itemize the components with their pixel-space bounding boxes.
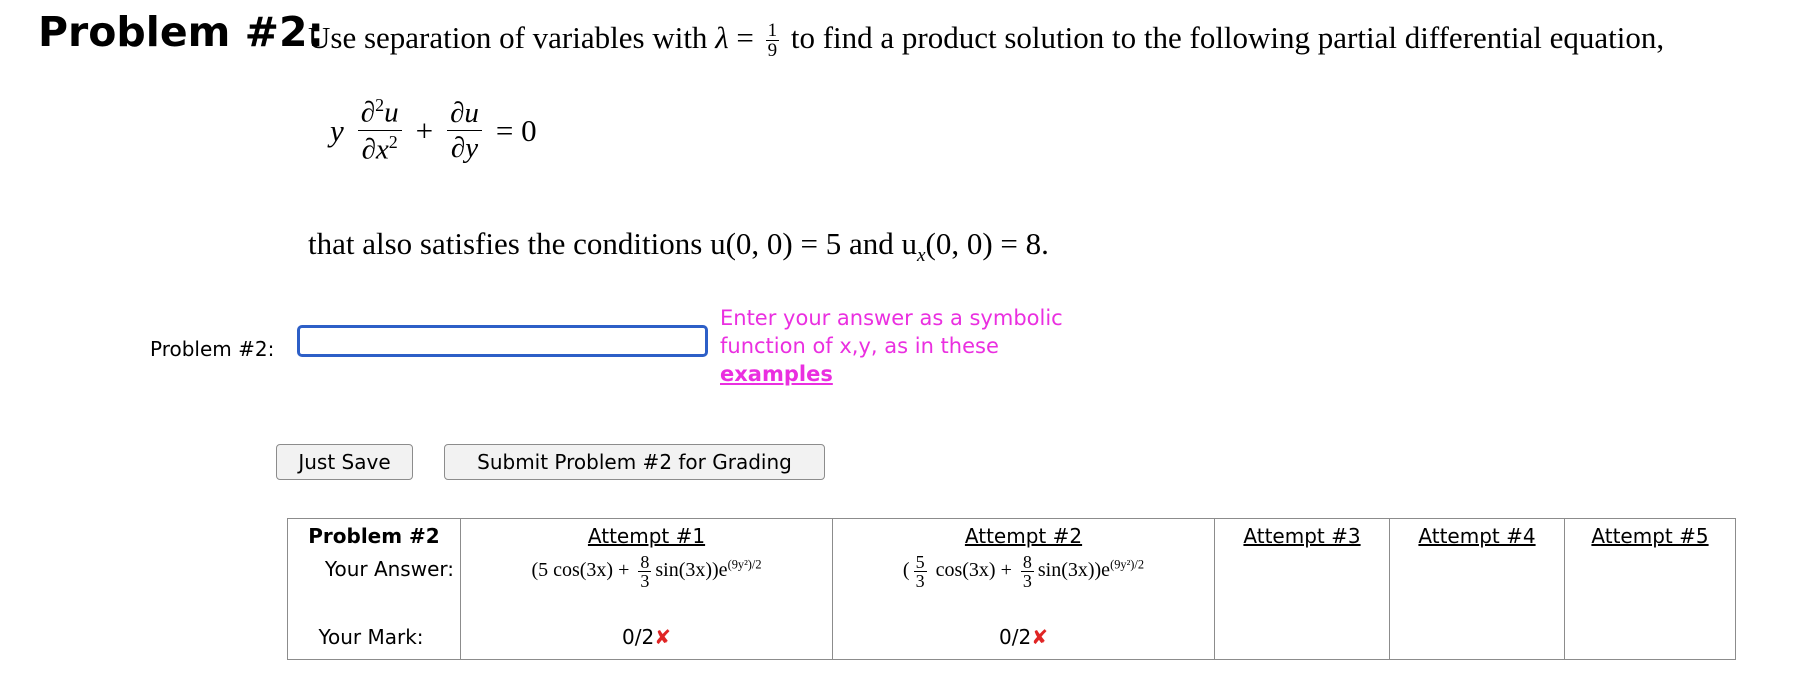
attempt-1-score: 0/2 <box>622 625 655 649</box>
attempt-2-link[interactable]: Attempt #2 <box>964 524 1083 548</box>
lambda-numerator: 1 <box>767 20 778 42</box>
attempt-2-coef-fraction <box>914 553 927 590</box>
attempt-1-exponent: (9y²)/2 <box>727 557 762 572</box>
submit-button[interactable]: Submit Problem #2 for Grading <box>444 444 825 480</box>
attempt-1-link[interactable]: Attempt #1 <box>587 524 706 548</box>
attempt-2-answer-close: sin(3x))e <box>1037 559 1111 582</box>
pde-den-exponent: 2 <box>388 132 398 153</box>
pde-plus: + <box>415 112 434 148</box>
attempt-5-mark <box>1565 615 1736 660</box>
pde-den-variable: ∂x <box>361 133 389 166</box>
attempt-1-answer-open: (5 cos(3x) + <box>531 559 630 582</box>
attempt-2-answer-open: ( <box>902 559 910 582</box>
attempt-1-frac-den: 3 <box>640 571 650 591</box>
answer-label: Problem #2: <box>150 337 275 361</box>
attempt-3-link[interactable]: Attempt #3 <box>1243 524 1361 548</box>
attempts-table <box>287 518 1736 660</box>
conditions-text <box>308 226 1049 267</box>
conditions-main: that also satisfies the conditions u(0, 0) = 5 and u <box>308 226 917 261</box>
attempt-2-answer <box>833 553 1215 615</box>
attempt-5-header <box>1565 519 1736 554</box>
attempt-2-score: 0/2 <box>999 625 1032 649</box>
pde-num-exponent: 2 <box>375 95 385 115</box>
lambda-symbol: λ <box>715 20 729 55</box>
attempt-2-header <box>833 519 1215 554</box>
attempt-2-exponent: (9y²)/2 <box>1110 557 1145 572</box>
attempt-2-answer-mid: cos(3x) + <box>935 559 1012 582</box>
attempt-1-header <box>461 519 833 554</box>
attempt-4-link[interactable]: Attempt #4 <box>1418 524 1536 548</box>
lambda-denominator: 9 <box>767 40 778 62</box>
problem-title: Problem #2: <box>38 8 324 56</box>
answer-input[interactable] <box>297 325 708 357</box>
attempt-1-mark <box>461 615 833 660</box>
attempt-5-answer <box>1565 553 1736 615</box>
attempt-4-mark <box>1390 615 1565 660</box>
attempt-2-frac-num: 8 <box>1022 552 1032 572</box>
attempt-2-frac-den: 3 <box>1022 571 1032 591</box>
pde-rhs: = 0 <box>495 112 537 148</box>
attempt-4-header <box>1390 519 1565 554</box>
attempt-2-fraction <box>1021 553 1034 590</box>
wrong-x-icon: ✘ <box>1031 625 1048 649</box>
statement-suffix: to find a product solution to the following partial differential equation, <box>790 20 1665 55</box>
attempt-4-answer <box>1390 553 1565 615</box>
attempt-1-answer-close: sin(3x))e <box>655 559 728 582</box>
attempt-3-header <box>1215 519 1390 554</box>
equals-sign: = <box>736 20 754 55</box>
attempt-1-fraction <box>638 553 651 590</box>
examples-link[interactable]: examples <box>720 362 833 386</box>
conditions-end: (0, 0) = 8. <box>925 226 1049 261</box>
attempt-1-frac-num: 8 <box>640 552 650 572</box>
attempt-3-mark <box>1215 615 1390 660</box>
hint-text: Enter your answer as a symbolic function of x,y, as in these <box>720 306 1063 358</box>
your-answer-label: Your Answer: <box>324 557 454 581</box>
pde-coefficient: y <box>330 112 344 148</box>
pde-du: ∂u <box>450 96 479 129</box>
just-save-button[interactable]: Just Save <box>276 444 413 480</box>
attempt-2-coef-num: 5 <box>915 552 925 572</box>
problem-statement <box>308 20 1664 60</box>
attempt-1-answer <box>461 553 833 615</box>
attempt-3-answer <box>1215 553 1390 615</box>
pde-partial-symbol: ∂ <box>360 96 376 129</box>
attempt-2-mark <box>833 615 1215 660</box>
wrong-x-icon: ✘ <box>654 625 671 649</box>
table-header-problem: Problem #2 <box>308 524 440 548</box>
pde-num-variable: u <box>384 96 399 129</box>
attempt-5-link[interactable]: Attempt #5 <box>1591 524 1709 548</box>
attempt-2-coef-den: 3 <box>915 571 925 591</box>
statement-prefix: Use separation of variables with <box>308 20 708 55</box>
pde-equation <box>330 96 537 165</box>
lambda-fraction <box>766 21 780 60</box>
answer-hint <box>720 304 1100 388</box>
your-mark-label: Your Mark: <box>318 625 424 649</box>
conditions-subscript: x <box>916 245 926 267</box>
pde-first-derivative <box>447 98 482 164</box>
pde-second-derivative <box>358 96 402 165</box>
pde-dy: ∂y <box>447 130 482 163</box>
